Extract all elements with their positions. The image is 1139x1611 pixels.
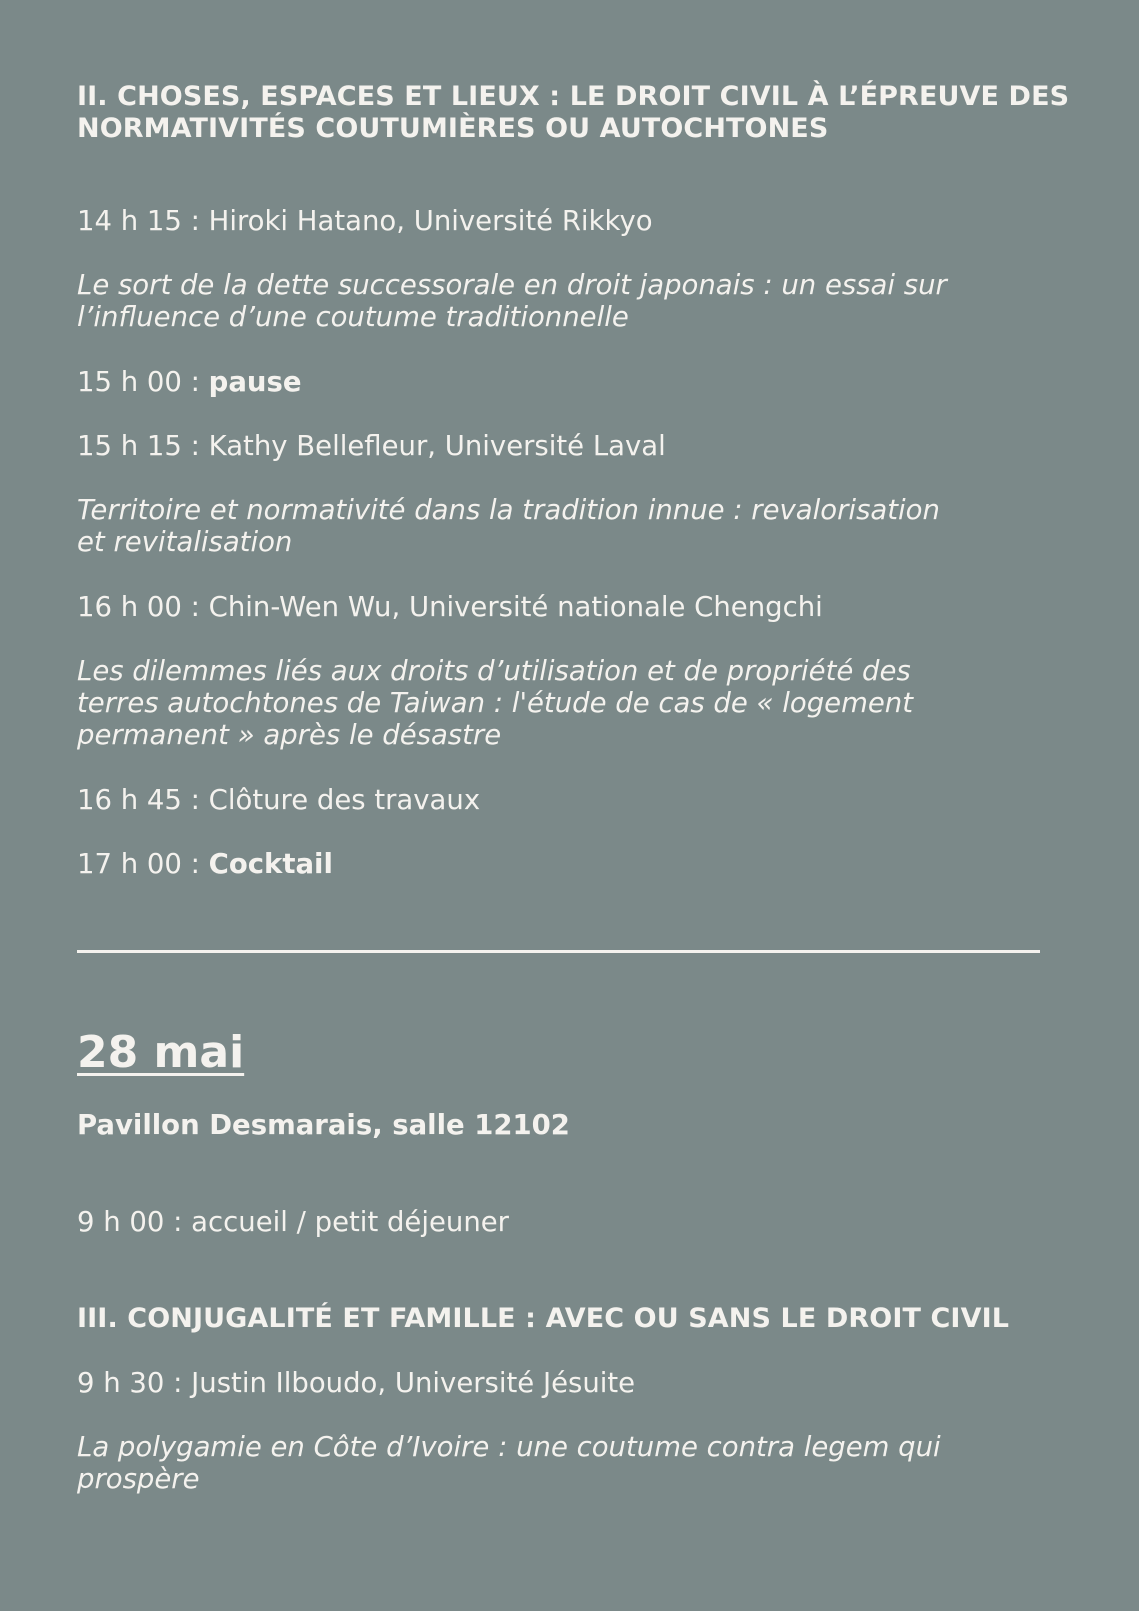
section-heading	[77, 81, 1069, 145]
entry-speaker: Hiroki Hatano, Université Rikkyo	[208, 205, 653, 237]
talk-title	[77, 494, 940, 558]
entry-time: 17 h 00 :	[77, 848, 200, 880]
schedule-entry	[77, 784, 480, 816]
talk-title	[77, 655, 913, 751]
talk-title-line: permanent » après le désastre	[77, 719, 502, 751]
entry-time: 16 h 00 :	[77, 591, 200, 623]
talk-title-line: Territoire et normativité dans la tradition innue : revalorisation	[77, 494, 940, 526]
entry-label: pause	[208, 366, 302, 398]
entry-speaker: Justin Ilboudo, Université Jésuite	[191, 1367, 636, 1399]
schedule-entry	[77, 430, 666, 462]
schedule-entry	[77, 848, 333, 880]
schedule-entry	[77, 591, 823, 623]
entry-time: 9 h 00 :	[77, 1206, 183, 1238]
entry-time: 15 h 15 :	[77, 430, 200, 462]
talk-title-line: Le sort de la dette successorale en droit japonais : un essai sur	[77, 269, 947, 301]
entry-speaker: Chin-Wen Wu, Université nationale Chengchi	[208, 591, 823, 623]
talk-title-line: La polygamie en Côte d’Ivoire : une coutume contra legem qui	[77, 1431, 941, 1463]
talk-title	[77, 269, 947, 333]
entry-time: 15 h 00 :	[77, 366, 200, 398]
venue: Pavillon Desmarais, salle 12102	[77, 1109, 570, 1141]
section-heading-line: NORMATIVITÉS COUTUMIÈRES OU AUTOCHTONES	[77, 113, 829, 144]
entry-time: 16 h 45 :	[77, 784, 200, 816]
schedule-entry	[77, 205, 653, 237]
entry-speaker: Kathy Bellefleur, Université Laval	[208, 430, 666, 462]
day-date: 28 mai	[77, 1027, 245, 1078]
talk-title-line: et revitalisation	[77, 526, 293, 558]
talk-title-line: terres autochtones de Taiwan : l'étude de cas de « logement	[77, 687, 913, 719]
schedule-entry	[77, 366, 302, 398]
section-heading-line: II. CHOSES, ESPACES ET LIEUX : LE DROIT CIVIL À L’ÉPREUVE DES	[77, 81, 1070, 112]
entry-time: 14 h 15 :	[77, 205, 200, 237]
entry-label: accueil / petit déjeuner	[191, 1206, 509, 1238]
entry-label: Clôture des travaux	[208, 784, 481, 816]
talk-title	[77, 1431, 941, 1495]
schedule-entry	[77, 1206, 509, 1238]
entry-label: Cocktail	[208, 848, 333, 880]
talk-title-line: Les dilemmes liés aux droits d’utilisation et de propriété des	[77, 655, 911, 687]
section-heading: III. CONJUGALITÉ ET FAMILLE : AVEC OU SANS LE DROIT CIVIL	[77, 1303, 1010, 1334]
talk-title-line: l’influence d’une coutume traditionnelle	[77, 301, 629, 333]
talk-title-line: prospère	[77, 1463, 200, 1495]
schedule-entry	[77, 1367, 635, 1399]
divider	[77, 950, 1040, 953]
entry-time: 9 h 30 :	[77, 1367, 183, 1399]
